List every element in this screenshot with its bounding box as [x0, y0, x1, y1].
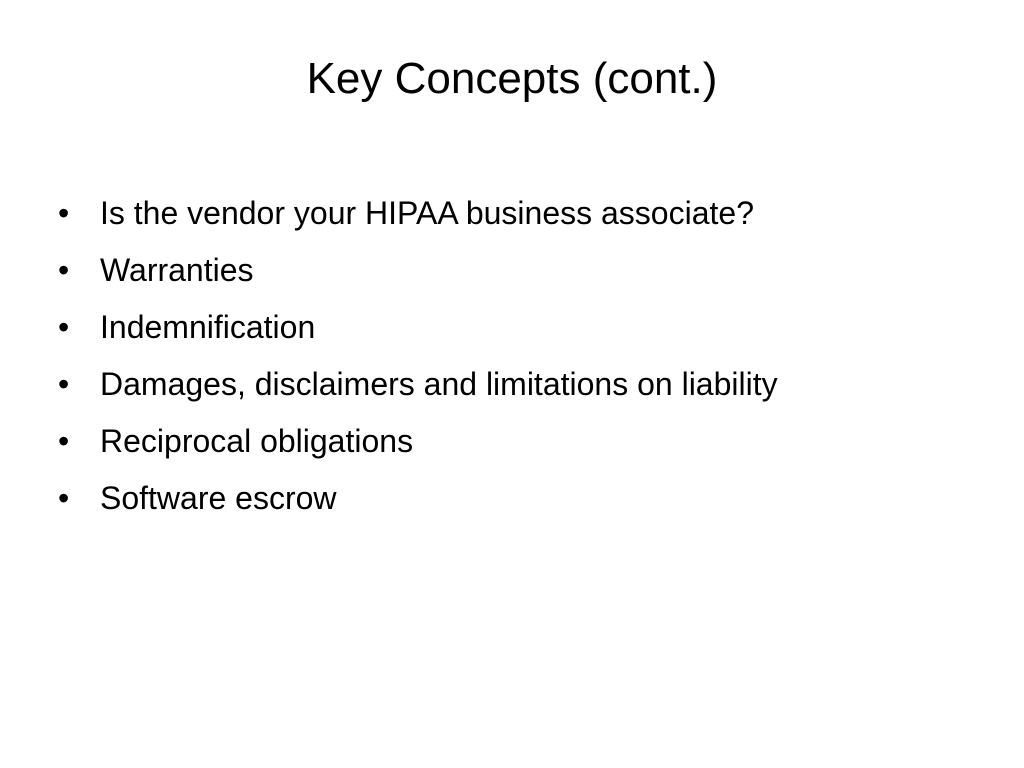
bullet-text: Software escrow [100, 480, 337, 516]
bullet-icon: • [58, 309, 70, 345]
bullet-text: Warranties [100, 252, 254, 288]
bullet-icon: • [58, 195, 70, 231]
bullet-icon: • [58, 252, 70, 288]
bullet-text: Reciprocal obligations [100, 423, 414, 459]
bullet-item-damages-disclaimers [58, 357, 998, 414]
bullet-icon: • [58, 366, 70, 402]
bullet-item-indemnification [58, 300, 998, 357]
bullet-item-software-escrow [58, 471, 998, 528]
bullet-text: Is the vendor your HIPAA business associate? [100, 195, 754, 231]
bullet-text: Damages, disclaimers and limitations on liability [100, 366, 778, 402]
bullet-item-warranties [58, 243, 998, 300]
bullet-icon: • [58, 480, 70, 516]
bullet-text: Indemnification [100, 309, 316, 345]
bullet-item-reciprocal-obligations [58, 414, 998, 471]
bullet-list [58, 186, 998, 528]
slide-title: Key Concepts (cont.) [306, 54, 718, 103]
bullet-icon: • [58, 423, 70, 459]
bullet-item-vendor-business-associate [58, 186, 998, 243]
